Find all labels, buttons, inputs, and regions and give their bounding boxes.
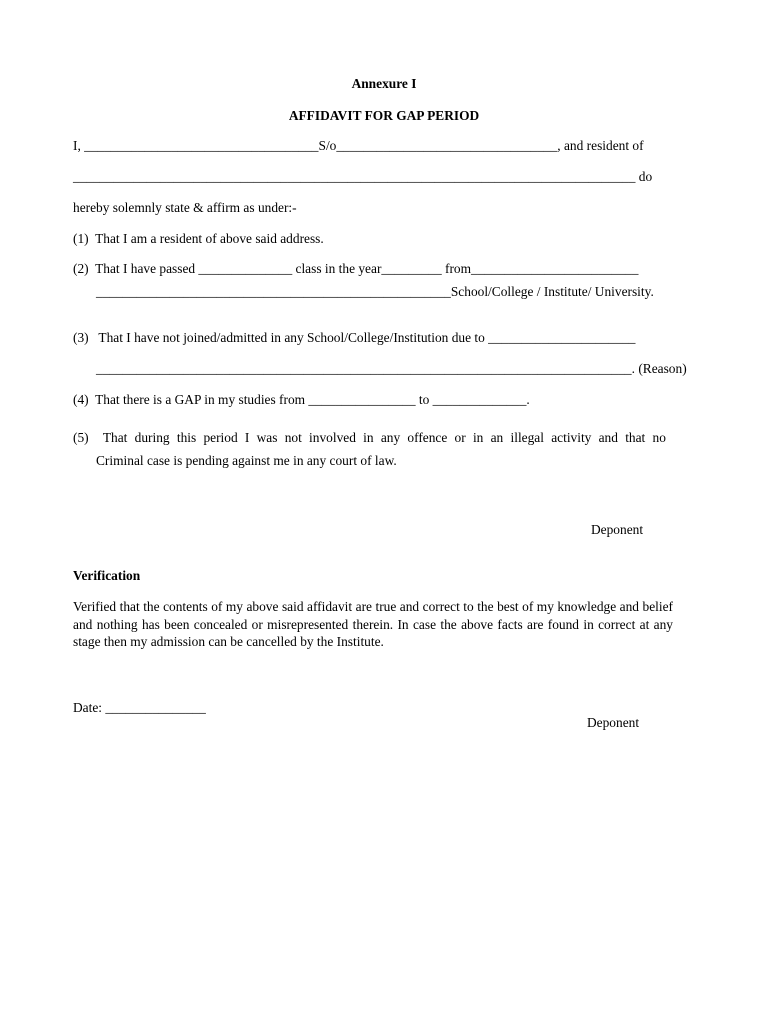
item-4: (4) That there is a GAP in my studies from ________________ to ______________.: [73, 392, 530, 407]
date-field: Date: _______________: [73, 700, 206, 715]
item-5-line-2: Criminal case is pending against me in any court of law.: [96, 453, 397, 468]
deponent-signature-1: Deponent: [591, 522, 644, 537]
item-2-line-1: (2) That I have passed ______________ class in the year_________ from_________________________: [73, 261, 639, 276]
verification-heading: Verification: [73, 568, 141, 583]
item-1: (1) That I am a resident of above said address.: [73, 231, 324, 246]
item-5-line-1: (5) That during this period I was not involved in any offence or in an illegal activity and that no: [73, 430, 666, 445]
intro-line-3: hereby solemnly state & affirm as under:-: [73, 200, 297, 215]
item-3-line-2: ________________________________________________________________________________. (Reason): [96, 361, 687, 376]
item-2-line-2: _____________________________________________________School/College / Institute/ University.: [96, 284, 654, 299]
item-3-line-1: (3) That I have not joined/admitted in any School/College/Institution due to ______________________: [73, 330, 636, 345]
verification-text: Verified that the contents of my above said affidavit are true and correct to the best of my knowledge and belief and nothing has been concealed or misrepresented therein. In case the above facts are found in correct at any stage then my admission can be cancelled by the Institute.: [73, 599, 673, 649]
deponent-signature-2: Deponent: [587, 715, 640, 730]
document-title: AFFIDAVIT FOR GAP PERIOD: [288, 108, 480, 123]
annexure-heading: Annexure I: [351, 76, 417, 91]
intro-line-2: ____________________________________________________________________________________ do: [73, 169, 653, 184]
intro-line-1: I, ___________________________________S/o_________________________________, and resident of: [73, 138, 644, 153]
